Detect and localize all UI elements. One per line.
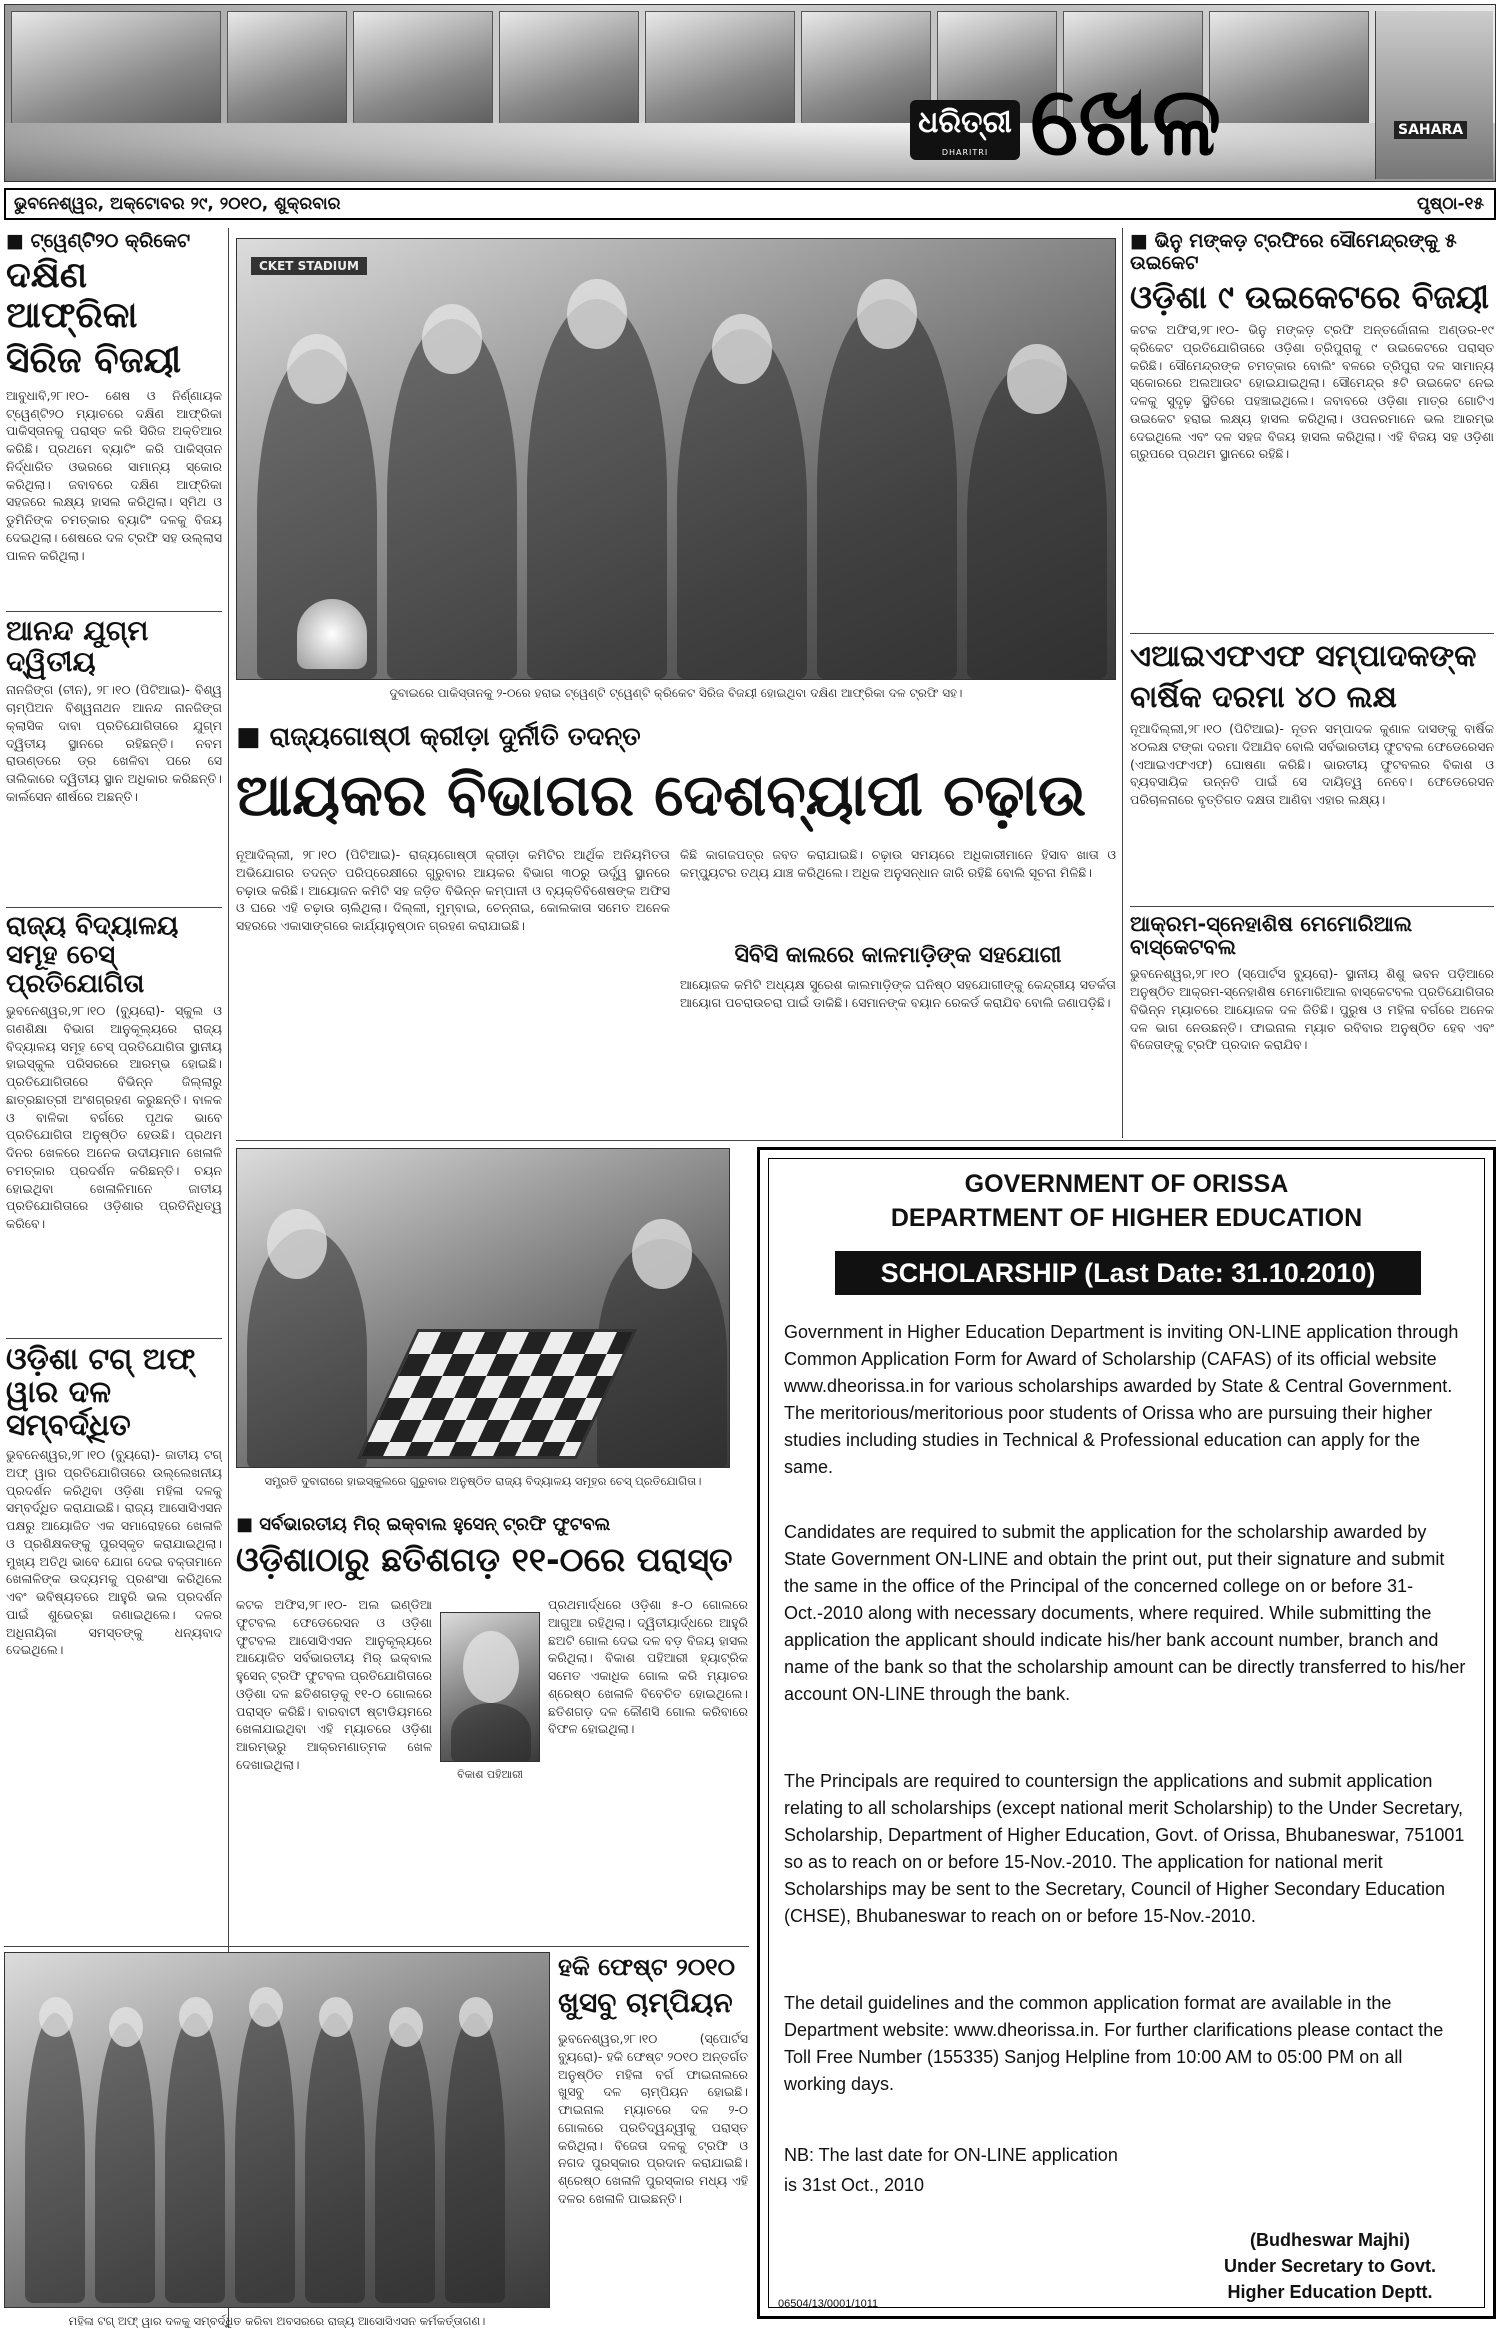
player-silhouette: [25, 2013, 85, 2303]
player-face: [422, 304, 482, 374]
article-body: ଆବୁଧାବି,୨୮।୧୦- ଶେଷ ଓ ନିର୍ଣ୍ଣାୟକ ଟ୍ୱେଣ୍ଟି୨୦ ମ୍ୟାଚରେ ଦକ୍ଷିଣ ଆଫ୍ରିକା ପାକିସ୍ତାନକୁ ପରାସ୍ତ କରି ସିରିଜ ଅକ୍ତିଆର କରିଛି। ପ୍ରଥମେ ବ୍ୟାଟିଂ କରି ପାକିସ୍ତାନ ନିର୍ଦ୍ଧାରିତ ଓଭରରେ ସାମାନ୍ୟ ସ୍କୋର କରିଥିଲା। ଜବାବରେ ଦକ୍ଷିଣ ଆଫ୍ରିକା ସହଜରେ ଲକ୍ଷ୍ୟ ହାସଲ କରିଥିଲା। ସ୍ମିଥ ଓ ଡୁମିନିଙ୍କ ଚମତ୍କାର ବ୍ୟାଟିଂ ଦଳକୁ ବିଜୟ ଦେଇଥିଲା। ଶେଷରେ ଦଳ ଟ୍ରଫି ସହ ଉଲ୍ଲାସ ପାଳନ କରିଥିଲା।: [6, 387, 222, 563]
article-headline: ଏଆଇଏଫଏଫ ସମ୍ପାଦକଙ୍କ: [1130, 639, 1477, 675]
left-column: [6, 230, 222, 1866]
logo-subtext: DHARITRI: [941, 148, 989, 157]
article-body: ଭୁବନେଶ୍ୱର,୨୮।୧୦ (ବ୍ୟୁରୋ)- ଜାତୀୟ ଟଗ୍ ଅଫ୍ ୱାର ପ୍ରତିଯୋଗିତାରେ ଉଲ୍ଲେଖନୀୟ ପ୍ରଦର୍ଶନ କରିଥିବା ଓଡ଼ିଶା ମହିଳା ଦଳକୁ ସମ୍ବର୍ଦ୍ଧିତ କରାଯାଇଛି। ରାଜ୍ୟ ଆସୋସିଏସନ ପକ୍ଷରୁ ଆୟୋଜିତ ଏକ ସମାରୋହରେ ଖେଳାଳି ଓ ପ୍ରଶିକ୍ଷକଙ୍କୁ ପୁରସ୍କୃତ କରାଯାଇଥିଲା। ମୁଖ୍ୟ ଅତିଥି ଭାବେ ଯୋଗ ଦେଇ ବକ୍ତାମାନେ ଖେଳାଳିଙ୍କ ଉଦ୍ୟମକୁ ପ୍ରଶଂସା କରିଥିଲେ ଏବଂ ଭବିଷ୍ୟତରେ ଆହୁରି ଭଲ ପ୍ରଦର୍ଶନ ପାଇଁ ଶୁଭେଚ୍ଛା ଜଣାଇଥିଲେ। ଦଳର ଅଧିନାୟିକା ସମସ୍ତଙ୍କୁ ଧନ୍ୟବାଦ ଦେଇଥିଲେ।: [6, 1447, 222, 1658]
player-face: [712, 314, 772, 384]
player-face: [39, 1997, 73, 2037]
trophy-icon: [297, 599, 367, 669]
column-rule: [1122, 228, 1123, 1138]
player-silhouette: [165, 2013, 225, 2303]
masthead-photo-tennis: [353, 11, 493, 131]
article-body: ନାନଜିଙ୍ଗ (ଚୀନ), ୨୮।୧୦ (ପିଟିଆଇ)- ବିଶ୍ୱ ଚାମ୍ପିଅନ ବିଶ୍ୱନାଥନ ଆନନ୍ଦ ନାନଜିଙ୍ଗ କ୍ଲାସିକ ଦାବା ପ୍ରତିଯୋଗିତାରେ ଯୁଗ୍ମ ଦ୍ୱିତୀୟ ସ୍ଥାନରେ ରହିଛନ୍ତି। ନବମ ରାଉଣ୍ଡରେ ଡ୍ର ଖେଳିବା ପରେ ସେ ତାଲିକାରେ ଦ୍ୱିତୀୟ ସ୍ଥାନ ଅଧିକାର କରିଛନ୍ତି। କାର୍ଲସେନ ଶୀର୍ଷରେ ଅଛନ୍ତି।: [6, 682, 222, 804]
article-headline: ହକି ଫେଷ୍ଟ ୨୦୧୦: [558, 1953, 736, 1981]
player-face: [109, 2007, 143, 2047]
dateline-strip: [4, 188, 1496, 220]
ad-paragraph: Government in Higher Education Department is inviting ON-LINE application through Common Application Form for Award of Scholarship (CAFAS) of its official website www.dheorissa.in for various scholarships awarded by State & Central Government. The meritorious/meritorious poor students of Orissa who are pursuing their higher studies including studies in Technical & Professional education can apply for the same.: [784, 1322, 1459, 1477]
main-article-body: କିଛି କାଗଜପତ୍ର ଜବତ କରାଯାଇଛି। ଚଢ଼ାଉ ସମୟରେ ଅଧିକାରୀମାନେ ହିସାବ ଖାତା ଓ କମ୍ପ୍ୟୁଟର ତଥ୍ୟ ଯାଞ୍ଚ କରିଥିଲେ। ଅଧିକ ଅନୁସନ୍ଧାନ ଜାରି ରହିଛି ବୋଲି ସୂଚନା ମିଳିଛି।: [680, 847, 1116, 880]
article-headline: ଦକ୍ଷିଣ ଆଫ୍ରିକା: [6, 255, 138, 336]
newspaper-logo: [910, 100, 1020, 160]
player-portrait: [440, 1612, 540, 1762]
photo-caption: ସମ୍ପ୍ରତି ଦୁବାରାରେ ହାଇସ୍କୁଲରେ ଗୁରୁବାର ଅନୁଷ୍ଠିତ ରାଜ୍ୟ ବିଦ୍ୟାଳୟ ସମୂହର ଚେସ୍ ପ୍ରତିଯୋଗିତା।: [264, 1474, 702, 1488]
player-silhouette: [451, 1703, 531, 1762]
main-kicker: ■ ରାଜ୍ୟଗୋଷ୍ଠୀ କ୍ରୀଡ଼ା ଦୁର୍ନୀତି ତଦନ୍ତ: [236, 722, 1116, 753]
article-body: ପ୍ରଥମାର୍ଦ୍ଧରେ ଓଡ଼ିଶା ୫-୦ ଗୋଲରେ ଆଗୁଆ ରହିଥିଲା। ଦ୍ୱିତୀୟାର୍ଦ୍ଧରେ ଆହୁରି ଛଅଟି ଗୋଲ ଦେଇ ଦଳ ବଡ଼ ବିଜୟ ହାସଲ କରିଥିଲା। ବିକାଶ ପହିଆରୀ ହ୍ୟାଟ୍ରିକ ସମେତ ଏକାଧିକ ଗୋଲ କରି ମ୍ୟାଚର ଶ୍ରେଷ୍ଠ ଖେଳାଳି ବିବେଚିତ ହୋଇଥିଲେ। ଛତିଶଗଡ଼ ଦଳ କୌଣସି ଗୋଲ କରିବାରେ ବିଫଳ ହୋଇଥିଲା।: [548, 1597, 748, 1737]
chess-board: [357, 1329, 638, 1459]
article-body: କଟକ ଅଫିସ,୨୮।୧୦- ଭିନୁ ମଙ୍କଡ଼ ଟ୍ରଫି ଅନ୍ତର୍ଜୋନାଲ ଅଣ୍ଡର-୧୯ କ୍ରିକେଟ ପ୍ରତିଯୋଗିତାରେ ଓଡ଼ିଶା ତ୍ରିପୁରାକୁ ୯ ଉଇକେଟରେ ପରାସ୍ତ କରିଛି। ସୌମେନ୍ଦ୍ରଙ୍କ ଚମତ୍କାର ବୋଲିଂ ବଳରେ ତ୍ରିପୁରା ଦଳ ସାମାନ୍ୟ ସ୍କୋରରେ ଅଲଆଉଟ ହୋଇଯାଇଥିଲା। ସୌମେନ୍ଦ୍ର ୫ଟି ଉଇକେଟ ନେଇ ଦଳକୁ ସୁଦୃଢ଼ ସ୍ଥିତିରେ ପହଞ୍ଚାଇଥିଲେ। ଜବାବରେ ଓଡ଼ିଶା ମାତ୍ର ଗୋଟିଏ ଉଇକେଟ ହରାଇ ଲକ୍ଷ୍ୟ ହାସଲ କରିଥିଲା। ଓପନରମାନେ ଭଲ ଆରମ୍ଭ ଦେଇଥିଲେ ଏବଂ ଦଳ ସହଜ ବିଜୟ ହାସଲ କରିଥିଲା। ଏହି ବିଜୟ ସହ ଓଡ଼ିଶା ଗ୍ରୁପରେ ପ୍ରଥମ ସ୍ଥାନରେ ରହିଛି।: [1130, 322, 1494, 462]
article-body: ଭୁବନେଶ୍ୱର,୨୮।୧୦ (ସ୍ପୋର୍ଟସ ବ୍ୟୁରୋ)- ସ୍ଥାନୀୟ ଶିଶୁ ଭବନ ପଡ଼ିଆରେ ଅନୁଷ୍ଠିତ ଆକ୍ରମ-ସ୍ନେହାଶିଷ ମେମୋରିଆଲ ବାସ୍କେଟବଲ ପ୍ରତିଯୋଗିତାର ବିଭିନ୍ନ ମ୍ୟାଚରେ ଆୟୋଜକ ଦଳ ଜିତିଛି। ପୁରୁଷ ଓ ମହିଳା ବର୍ଗରେ ଅନେକ ଦଳ ଭାଗ ନେଉଛନ୍ତି। ଫାଇନାଲ ମ୍ୟାଚ ରବିବାର ଅନୁଷ୍ଠିତ ହେବ ଏବଂ ବିଜେତାଙ୍କୁ ଟ୍ରଫି ପ୍ରଦାନ କରାଯିବ।: [1130, 966, 1494, 1053]
article-headline: ଖୁସବୁ ଚାମ୍ପିୟନ: [558, 1986, 733, 2019]
tug-of-war-team-photo: [4, 1952, 550, 2308]
article-headline: ସିରିଜ ବିଜୟୀ: [6, 340, 182, 382]
masthead-photo-hockey: [227, 11, 347, 131]
article-kicker: ■ ଟ୍ୱେଣ୍ଟି୨୦ କ୍ରିକେଟ: [6, 230, 222, 252]
player-silhouette: [527, 299, 667, 679]
player-face: [857, 279, 917, 349]
main-headline: ଆୟକର ବିଭାଗର ଦେଶବ୍ୟାପୀ ଚଢ଼ାଉ: [236, 761, 1087, 829]
ad-paragraph: The detail guidelines and the common application format are available in the Department website: www.dheorissa.in. For further clarifications please contact the Toll Free Number (155335) Sanjog Helpline from 10:00 AM to 05:00 PM on all working days.: [784, 1993, 1444, 2094]
article-headline: ବାର୍ଷିକ ଦରମା ୪୦ ଲକ୍ଷ: [1130, 680, 1397, 716]
ad-paragraph: The Principals are required to countersign the applications and submit application relating to all scholarships (except national merit Scholarship) to the Under Secretary, Scholarship, Department of Higher Education, Govt. of Orissa, Bhubaneswar, 751001 so as to reach on or before 15-Nov.-2010. The application for national merit Scholarships may be sent to the Secretary, Council of Higher Secondary Education (CHSE), Bhubaneswar to reach on or before 15-Nov.-2010.: [784, 1771, 1465, 1926]
article-body: ନୂଆଦିଲ୍ଲୀ,୨୮।୧୦ (ପିଟିଆଇ)- ନୂତନ ସମ୍ପାଦକ କୁଣାଳ ଦାସଙ୍କୁ ବାର୍ଷିକ ୪୦ଲକ୍ଷ ଟଙ୍କା ଦରମା ଦିଆଯିବ ବୋଲି ସର୍ବଭାରତୀୟ ଫୁଟବଲ ଫେଡେରେସନ (ଏଆଇଏଫଏଫ) ଘୋଷଣା କରିଛି। ଭାରତୀୟ ଫୁଟବଲର ବିକାଶ ଓ ବ୍ୟବସାୟିକ ଉନ୍ନତି ପାଇଁ ସେ ଦାୟିତ୍ୱ ନେବେ। ଫେଡେରେସନ ପରିଚାଳନାରେ ବୃତ୍ତିଗତ ଦକ୍ଷତା ଆଣିବା ଏହାର ଲକ୍ଷ୍ୟ।: [1130, 721, 1494, 808]
player-face: [459, 1997, 493, 2037]
player-face: [287, 334, 347, 404]
cricket-team-photo: [236, 238, 1116, 680]
article-headline: ଓଡ଼ିଶା ୯ ଉଇକେଟରେ ବିଜୟୀ: [1130, 278, 1489, 316]
photo-caption: ଦୁବାଇରେ ପାକିସ୍ତାନକୁ ୨-୦ରେ ହରାଇ ଟ୍ୱେଣ୍ଟି ଟ୍ୱେଣ୍ଟି କ୍ରିକେଟ ସିରିଜ ବିଜୟୀ ହୋଇଥିବା ଦକ୍ଷିଣ ଆଫ୍ରିକା ଦଳ ଟ୍ରଫି ସହ।: [389, 686, 963, 700]
article-headline: ଓଡ଼ିଶା ଟଗ୍ ଅଫ୍ ୱାର ଦଳ ସମ୍ବର୍ଦ୍ଧିତ: [6, 1342, 196, 1444]
article-kicker: ■ ସର୍ବଭାରତୀୟ ମିର୍ ଇକ୍‌ବାଲ ହୁସେନ୍ ଟ୍ରଫି ଫୁଟବଲ: [236, 1514, 746, 1535]
article-kicker: ■ ଭିନୁ ମଙ୍କଡ଼ ଟ୍ରଫିରେ ସୌମେନ୍ଦ୍ରଙ୍କୁ ୫ ଉଇକେଟ: [1130, 230, 1494, 274]
scholarship-advertisement: [757, 1147, 1496, 2319]
stadium-banner: CKET STADIUM: [251, 257, 367, 275]
scholarship-banner: SCHOLARSHIP (Last Date: 31.10.2010): [835, 1251, 1421, 1295]
masthead-photo-cricket: [499, 11, 639, 131]
main-article-body: ନୂଆଦିଲ୍ଲୀ, ୨୮।୧୦ (ପିଟିଆଇ)- ରାଜ୍ୟଗୋଷ୍ଠୀ କ୍ରୀଡ଼ା କମିଟିର ଆର୍ଥିକ ଅନିୟମିତତା ଅଭିଯୋଗର ତଦନ୍ତ ପରିପ୍ରେକ୍ଷୀରେ ଗୁରୁବାର ଆୟକର ବିଭାଗ ୩୦ରୁ ଊର୍ଦ୍ଧ୍ୱ ସ୍ଥାନରେ ଚଢ଼ାଉ କରିଛି। ଆୟୋଜନ କମିଟି ସହ ଜଡ଼ିତ ବିଭିନ୍ନ କମ୍ପାନୀ ଓ ବ୍ୟକ୍ତିବିଶେଷଙ୍କ ଅଫିସ ଓ ଘରେ ଏହି ଚଢ଼ାଉ ଚାଲିଥିଲା। ଦିଲ୍ଲୀ, ମୁମ୍ବାଇ, ଚେନ୍ନାଇ, କୋଲକାତା ସମେତ ଅନେକ ସହରରେ ଏକାସାଙ୍ଗରେ କାର୍ଯ୍ୟାନୁଷ୍ଠାନ ଗ୍ରହଣ କରାଯାଇଛି।: [236, 847, 670, 933]
ad-note: is 31st Oct., 2010: [784, 2175, 925, 2195]
player-silhouette: [95, 2023, 155, 2303]
sub-article-body: ଆୟୋଜକ କମିଟି ଅଧ୍ୟକ୍ଷ ସୁରେଶ କାଲମାଡ଼ିଙ୍କ ଘନିଷ୍ଠ ସହଯୋଗୀଙ୍କୁ କେନ୍ଦ୍ରୀୟ ସତର୍କତା ଆୟୋଗ ପଚରାଉଚରା ପାଇଁ ଡାକିଛି। ସେମାନଙ୍କ ବୟାନ ରେକର୍ଡ କରାଯିବ ବୋଲି ଜଣାପଡ଼ିଛି।: [680, 977, 1116, 1010]
article-headline: ଆନନ୍ଦ ଯୁଗ୍ମ ଦ୍ୱିତୀୟ: [6, 613, 149, 678]
signatory-title: Under Secretary to Govt.: [1223, 2256, 1437, 2276]
player-face: [267, 1209, 327, 1279]
player-silhouette: [817, 299, 957, 679]
masthead-photo-cricketer: [1375, 11, 1493, 179]
ad-title: GOVERNMENT OF ORISSA: [964, 1170, 1289, 1198]
player-silhouette: [305, 2013, 365, 2303]
player-silhouette: [375, 2023, 435, 2303]
player-silhouette: [235, 2003, 295, 2303]
jersey-sponsor: SAHARA: [1394, 121, 1467, 139]
player-face: [632, 1219, 692, 1289]
masthead-photo-snooker: [1209, 11, 1369, 131]
section-title: ଖେଳ: [1030, 65, 1224, 177]
page-number: ପୃଷ୍ଠା-୧୫: [1417, 194, 1484, 214]
player-face: [319, 1997, 353, 2037]
article-headline: ଓଡ଼ିଶାଠାରୁ ଛତିଶଗଡ଼ ୧୧-୦ରେ ପରାସ୍ତ: [236, 1540, 733, 1579]
player-face: [463, 1631, 519, 1703]
dateline-date: ଭୁବନେଶ୍ୱର, ଅକ୍ଟୋବର ୨୯, ୨୦୧୦, ଶୁକ୍ରବାର: [14, 194, 341, 214]
player-face: [179, 1997, 213, 2037]
player-face: [567, 279, 627, 349]
player-face: [249, 1987, 283, 2027]
article-headline: ରାଜ୍ୟ ବିଦ୍ୟାଳୟ ସମୂହ ଚେସ୍ ପ୍ରତିଯୋଗିତା: [6, 911, 179, 999]
article-body: କଟକ ଅଫିସ,୨୮।୧୦- ଅଲ ଇଣ୍ଡିଆ ଫୁଟବଲ ଫେଡେରେସନ ଓ ଓଡ଼ିଶା ଫୁଟବଲ ଆସୋସିଏସନ ଆନୁକୂଲ୍ୟରେ ଆୟୋଜିତ ସର୍ବଭାରତୀୟ ମିର୍ ଇକ୍‌ବାଲ ହୁସେନ୍ ଟ୍ରଫି ଫୁଟବଲ ପ୍ରତିଯୋଗିତାରେ ଓଡ଼ିଶା ଦଳ ଛତିଶଗଡ଼କୁ ୧୧-୦ ଗୋଲରେ ପରାସ୍ତ କରିଛି। ବାରବାଟୀ ଷ୍ଟାଡିୟମରେ ଖେଳାଯାଇଥିବା ଏହି ମ୍ୟାଚରେ ଓଡ଼ିଶା ଆରମ୍ଭରୁ ଆକ୍ରମଣାତ୍ମକ ଖେଳ ଦେଖାଇଥିଲା।: [236, 1597, 432, 1772]
player-face: [389, 2007, 423, 2047]
masthead-photo-wrestlers: [11, 11, 221, 131]
sub-headline: ସିବିସି କାଲରେ କାଳମାଡ଼ିଙ୍କ ସହଯୋଗୀ: [734, 943, 1062, 968]
ad-note: NB: The last date for ON-LINE application: [784, 2145, 1118, 2165]
article-headline: ଆକ୍ରମ-ସ୍ନେହାଶିଷ ମେମୋରିଆଲ ବାସ୍କେଟବଲ: [1130, 912, 1413, 960]
article-body: ଭୁବନେଶ୍ୱର,୨୮।୧୦ (ବ୍ୟୁରୋ)- ସ୍କୁଲ ଓ ଗଣଶିକ୍ଷା ବିଭାଗ ଆନୁକୂଲ୍ୟରେ ରାଜ୍ୟ ବିଦ୍ୟାଳୟ ସମୂହ ଚେସ୍ ପ୍ରତିଯୋଗିତା ସ୍ଥାନୀୟ ହାଇସ୍କୁଲ ପରିସରରେ ଆରମ୍ଭ ହୋଇଛି। ପ୍ରତିଯୋଗିତାରେ ବିଭିନ୍ନ ଜିଲ୍ଲାରୁ ଛାତ୍ରଛାତ୍ରୀ ଅଂଶଗ୍ରହଣ କରୁଛନ୍ତି। ବାଳକ ଓ ବାଳିକା ବର୍ଗରେ ପୃଥକ ଭାବେ ପ୍ରତିଯୋଗିତା ଅନୁଷ୍ଠିତ ହେଉଛି। ପ୍ରଥମ ଦିନର ଖେଳରେ ଅନେକ ଉଦୀୟମାନ ଖେଳାଳି ଚମତ୍କାର ପ୍ରଦର୍ଶନ କରିଛନ୍ତି। ଚୟନ ହୋଇଥିବା ଖେଳାଳିମାନେ ଜାତୀୟ ପ୍ରତିଯୋଗିତାରେ ଓଡ଼ିଶାର ପ୍ରତିନିଧିତ୍ୱ କରିବେ।: [6, 1003, 222, 1232]
right-column: [1130, 230, 1494, 1141]
photo-caption: ମହିଳା ଟଗ୍ ଅଫ୍ ୱାର ଦଳକୁ ସମ୍ବର୍ଦ୍ଧିତ କରିବା ଅବସରରେ ରାଜ୍ୟ ଆସୋସିଏସନ କର୍ମକର୍ତ୍ତାଗଣ।: [68, 2314, 486, 2328]
masthead-photo-equestrian: [645, 11, 795, 131]
player-silhouette: [445, 2013, 505, 2303]
chess-competition-photo: [236, 1148, 730, 1468]
ad-reference-code: 06504/13/0001/1011: [778, 2298, 879, 2310]
signatory-dept: Higher Education Deptt.: [1227, 2282, 1433, 2302]
signatory-name: (Budheswar Majhi): [1249, 2230, 1410, 2250]
masthead: [4, 4, 1496, 182]
logo-text: ଧରିତ୍ରୀ: [918, 105, 1012, 140]
masthead-swoosh: [5, 123, 1496, 182]
section-rule: [4, 1946, 749, 1947]
portrait-caption: ବିକାଶ ପହିଆରୀ: [457, 1768, 523, 1781]
article-body: ଭୁବନେଶ୍ୱର,୨୮।୧୦ (ସ୍ପୋର୍ଟସ ବ୍ୟୁରୋ)- ହକି ଫେଷ୍ଟ ୨୦୧୦ ଅନ୍ତର୍ଗତ ଅନୁଷ୍ଠିତ ମହିଳା ବର୍ଗ ଫାଇନାଲରେ ଖୁସବୁ ଦଳ ଚାମ୍ପିୟନ ହୋଇଛି। ଫାଇନାଲ ମ୍ୟାଚରେ ଦଳ ୨-୦ ଗୋଲରେ ପ୍ରତିଦ୍ୱନ୍ଦ୍ୱୀକୁ ପରାସ୍ତ କରିଥିଲା। ବିଜେତା ଦଳକୁ ଟ୍ରଫି ଓ ନଗଦ ପୁରସ୍କାର ପ୍ରଦାନ କରାଯାଇଛି। ଶ୍ରେଷ୍ଠ ଖେଳାଳି ପୁରସ୍କାର ମଧ୍ୟ ଏହି ଦଳର ଖେଳାଳି ପାଇଛନ୍ତି।: [558, 2031, 748, 2206]
ad-subtitle: DEPARTMENT OF HIGHER EDUCATION: [890, 1204, 1363, 1232]
ad-paragraph: Candidates are required to submit the application for the scholarship awarded by State Government ON-LINE and obtain the print out, put their signature and submit the same in the office of the Principal of the concerned college on or before 31-Oct.-2010 along with necessary documents, where required. While submitting the application the applicant should indicate his/her bank account number, branch and name of the bank so that the scholarship amount can be directly transferred to his/her account ON-LINE through the bank.: [784, 1522, 1466, 1704]
player-face: [1007, 344, 1067, 414]
